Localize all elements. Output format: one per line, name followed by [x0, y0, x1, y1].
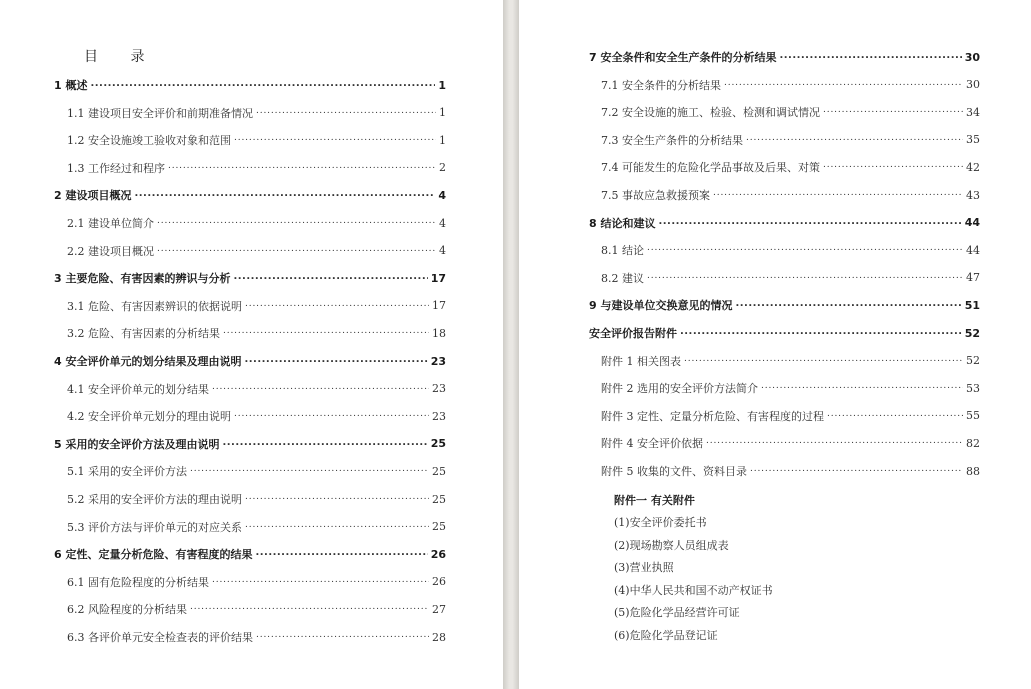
toc-entry[interactable]	[54, 186, 446, 204]
toc-entry[interactable]	[67, 104, 446, 122]
toc-entry-label: 3.2 危险、有害因素的分析结果	[67, 327, 220, 341]
toc-entry-page: 52	[964, 326, 980, 340]
toc-leader-dots	[684, 356, 963, 368]
attachment-item: (2)现场勘察人员组成表	[614, 538, 729, 552]
attachment-item: (6)危险化学品登记证	[614, 629, 718, 642]
toc-entry-page: 18	[432, 326, 446, 340]
toc-leader-dots	[134, 190, 435, 202]
toc-entry[interactable]	[67, 131, 446, 149]
toc-entry-page: 1	[439, 106, 446, 120]
toc-entry[interactable]	[54, 76, 446, 94]
toc-leader-dots	[234, 411, 429, 423]
toc-entry-label: 2.2 建设项目概况	[67, 244, 154, 258]
toc-entry-label: 3 主要危险、有害因素的辨识与分析	[54, 272, 231, 286]
toc-entry[interactable]	[67, 462, 446, 480]
toc-entry[interactable]	[67, 628, 446, 646]
toc-entry-page: 82	[966, 436, 980, 450]
toc-entry[interactable]	[589, 296, 980, 314]
toc-entry-label: 1.1 建设项目安全评价和前期准备情况	[67, 106, 253, 120]
toc-entry-page: 2	[439, 161, 446, 175]
toc-leader-dots	[658, 218, 961, 230]
toc-entry[interactable]	[601, 241, 980, 259]
toc-entry-label: 3.1 危险、有害因素辨识的依据说明	[67, 299, 242, 313]
toc-entry[interactable]	[54, 545, 446, 563]
toc-entry-label: 附件 5 收集的文件、资料目录	[601, 465, 747, 478]
toc-leader-dots	[190, 604, 429, 616]
toc-entry-page: 1	[439, 133, 446, 147]
toc-entry-label: 8.2 建议	[601, 271, 644, 285]
toc-entry[interactable]	[601, 379, 980, 397]
toc-leader-dots	[168, 163, 436, 175]
toc-entry[interactable]	[54, 269, 446, 287]
toc-leader-dots	[244, 356, 427, 368]
toc-entry-label: 附件 4 安全评价依据	[601, 437, 703, 451]
toc-leader-dots	[647, 273, 963, 285]
attachment-item: (5)危险化学品经营许可证	[614, 606, 740, 620]
toc-entry-label: 2 建设项目概况	[54, 189, 132, 203]
toc-leader-dots	[233, 273, 427, 285]
toc-entry-label: 5.3 评价方法与评价单元的对应关系	[67, 520, 242, 534]
attachment-item: (1)安全评价委托书	[614, 516, 707, 529]
toc-entry-label: 6.1 固有危险程度的分析结果	[67, 575, 209, 589]
toc-entry-page: 25	[432, 464, 446, 478]
toc-entry[interactable]	[67, 380, 446, 398]
toc-entry[interactable]	[67, 518, 446, 536]
toc-entry-page: 4	[439, 244, 446, 258]
toc-entry[interactable]	[67, 159, 446, 177]
toc-entry[interactable]	[601, 462, 980, 480]
toc-leader-dots	[245, 301, 429, 313]
toc-entry[interactable]	[601, 352, 980, 370]
toc-entry[interactable]	[67, 490, 446, 508]
toc-entry-label: 1.2 安全设施竣工验收对象和范围	[67, 134, 231, 148]
toc-entry-label: 1 概述	[54, 79, 88, 92]
toc-entry-page: 26	[432, 575, 446, 589]
toc-entry[interactable]	[601, 407, 980, 425]
toc-leader-dots	[157, 246, 436, 258]
toc-entry-page: 52	[966, 354, 980, 368]
right-page	[519, 0, 1031, 689]
toc-entry-page: 88	[966, 464, 980, 478]
toc-leader-dots	[190, 466, 429, 478]
toc-entry-label: 7.1 安全条件的分析结果	[601, 78, 721, 92]
toc-leader-dots	[255, 549, 427, 561]
toc-leader-dots	[157, 218, 436, 230]
toc-entry-label: 附件 1 相关图表	[601, 354, 681, 368]
toc-entry-page: 42	[966, 160, 980, 174]
toc-leader-dots	[223, 328, 429, 340]
toc-entry-label: 1.3 工作经过和程序	[67, 161, 165, 175]
page-gutter	[503, 0, 519, 689]
toc-leader-dots	[647, 245, 963, 257]
toc-leader-dots	[245, 522, 429, 534]
toc-entry-label: 4 安全评价单元的划分结果及理由说明	[54, 355, 242, 368]
toc-entry-page: 27	[432, 602, 446, 616]
toc-entry[interactable]	[67, 324, 446, 342]
toc-leader-dots	[256, 632, 429, 644]
toc-leader-dots	[680, 328, 962, 340]
toc-leader-dots	[212, 577, 429, 589]
toc-entry-page: 51	[964, 298, 980, 312]
toc-entry-page: 23	[432, 382, 446, 396]
toc-title: 目 录	[84, 49, 159, 65]
toc-entry-page: 25	[432, 492, 446, 506]
toc-entry-page: 23	[432, 409, 446, 423]
toc-entry-label: 8 结论和建议	[589, 216, 656, 230]
attachment-item: (3)营业执照	[614, 561, 674, 575]
toc-entry-label: 5.1 采用的安全评价方法	[67, 465, 187, 479]
toc-leader-dots	[761, 383, 963, 395]
toc-entry-page: 17	[430, 271, 446, 285]
toc-entry-page: 34	[966, 105, 980, 119]
toc-entry-page: 35	[966, 133, 980, 147]
left-page	[0, 0, 503, 689]
toc-entry[interactable]	[67, 600, 446, 618]
toc-entry-page: 55	[966, 409, 980, 423]
toc-entry[interactable]	[589, 48, 980, 66]
toc-leader-dots	[735, 300, 961, 312]
toc-entry[interactable]	[67, 407, 446, 425]
toc-entry-page: 44	[964, 216, 980, 230]
toc-entry-label: 9 与建设单位交换意见的情况	[589, 299, 733, 313]
toc-entry[interactable]	[601, 76, 980, 94]
toc-entry-page: 4	[438, 188, 446, 202]
toc-entry[interactable]	[67, 573, 446, 591]
toc-leader-dots	[746, 135, 963, 147]
toc-leader-dots	[222, 439, 427, 451]
toc-entry-label: 4.2 安全评价单元划分的理由说明	[67, 410, 231, 424]
toc-entry-page: 4	[439, 216, 446, 230]
toc-entry[interactable]	[54, 435, 446, 453]
toc-entry-page: 25	[432, 520, 446, 534]
toc-entry-page: 30	[966, 78, 980, 92]
toc-entry-label: 4.1 安全评价单元的划分结果	[67, 382, 209, 396]
toc-entry-label: 6.2 风险程度的分析结果	[67, 603, 187, 617]
toc-leader-dots	[713, 190, 963, 202]
toc-entry-label: 7 安全条件和安全生产条件的分析结果	[589, 51, 777, 64]
toc-entry-page: 30	[964, 50, 980, 64]
toc-leader-dots	[750, 466, 963, 478]
toc-entry-label: 5 采用的安全评价方法及理由说明	[54, 437, 220, 451]
attachment-item: (4)中华人民共和国不动产权证书	[614, 583, 773, 597]
toc-entry-page: 26	[430, 547, 446, 561]
toc-entry[interactable]	[601, 131, 980, 149]
toc-entry[interactable]	[601, 103, 980, 121]
toc-entry-page: 47	[966, 271, 980, 285]
attachment-heading: 附件一 有关附件	[614, 494, 695, 507]
toc-leader-dots	[256, 108, 436, 120]
toc-entry-page: 44	[966, 243, 980, 257]
toc-leader-dots	[234, 135, 436, 147]
toc-leader-dots	[724, 80, 963, 92]
toc-entry-label: 7.4 可能发生的危险化学品事故及后果、对策	[601, 161, 820, 175]
toc-entry-page: 28	[432, 630, 446, 644]
toc-entry-label: 附件 3 定性、定量分析危险、有害程度的过程	[601, 409, 824, 423]
toc-entry-page: 25	[430, 437, 446, 451]
toc-leader-dots	[90, 80, 435, 92]
toc-entry-page: 23	[430, 354, 446, 368]
toc-leader-dots	[779, 52, 961, 64]
toc-entry-label: 6.3 各评价单元安全检查表的评价结果	[67, 631, 253, 644]
toc-entry[interactable]	[601, 434, 980, 452]
toc-entry-label: 附件 2 选用的安全评价方法简介	[601, 382, 758, 396]
toc-entry-page: 43	[966, 188, 980, 202]
toc-entry-page: 53	[966, 381, 980, 395]
toc-entry-label: 7.3 安全生产条件的分析结果	[601, 133, 743, 147]
toc-entry[interactable]	[67, 214, 446, 232]
toc-entry-label: 2.1 建设单位简介	[67, 217, 154, 230]
toc-leader-dots	[823, 107, 963, 119]
toc-entry-label: 6 定性、定量分析危险、有害程度的结果	[54, 548, 253, 562]
toc-entry[interactable]	[67, 242, 446, 260]
toc-leader-dots	[823, 162, 963, 174]
toc-entry[interactable]	[601, 158, 980, 176]
toc-entry-page: 17	[432, 299, 446, 313]
toc-entry-label: 7.2 安全设施的施工、检验、检测和调试情况	[601, 106, 820, 120]
toc-leader-dots	[827, 411, 963, 423]
toc-entry[interactable]	[54, 352, 446, 370]
toc-entry-label: 7.5 事故应急救援预案	[601, 189, 710, 202]
toc-leader-dots	[245, 494, 429, 506]
toc-entry-label: 5.2 采用的安全评价方法的理由说明	[67, 493, 242, 506]
toc-entry[interactable]	[601, 269, 980, 287]
toc-entry[interactable]	[589, 214, 980, 232]
toc-entry[interactable]	[67, 297, 446, 315]
toc-leader-dots	[212, 384, 429, 396]
toc-entry-page: 1	[438, 78, 446, 92]
toc-entry[interactable]	[601, 186, 980, 204]
toc-leader-dots	[706, 438, 963, 450]
toc-entry[interactable]	[589, 324, 980, 342]
toc-entry-label: 8.1 结论	[601, 244, 644, 258]
toc-entry-label: 安全评价报告附件	[589, 327, 677, 340]
